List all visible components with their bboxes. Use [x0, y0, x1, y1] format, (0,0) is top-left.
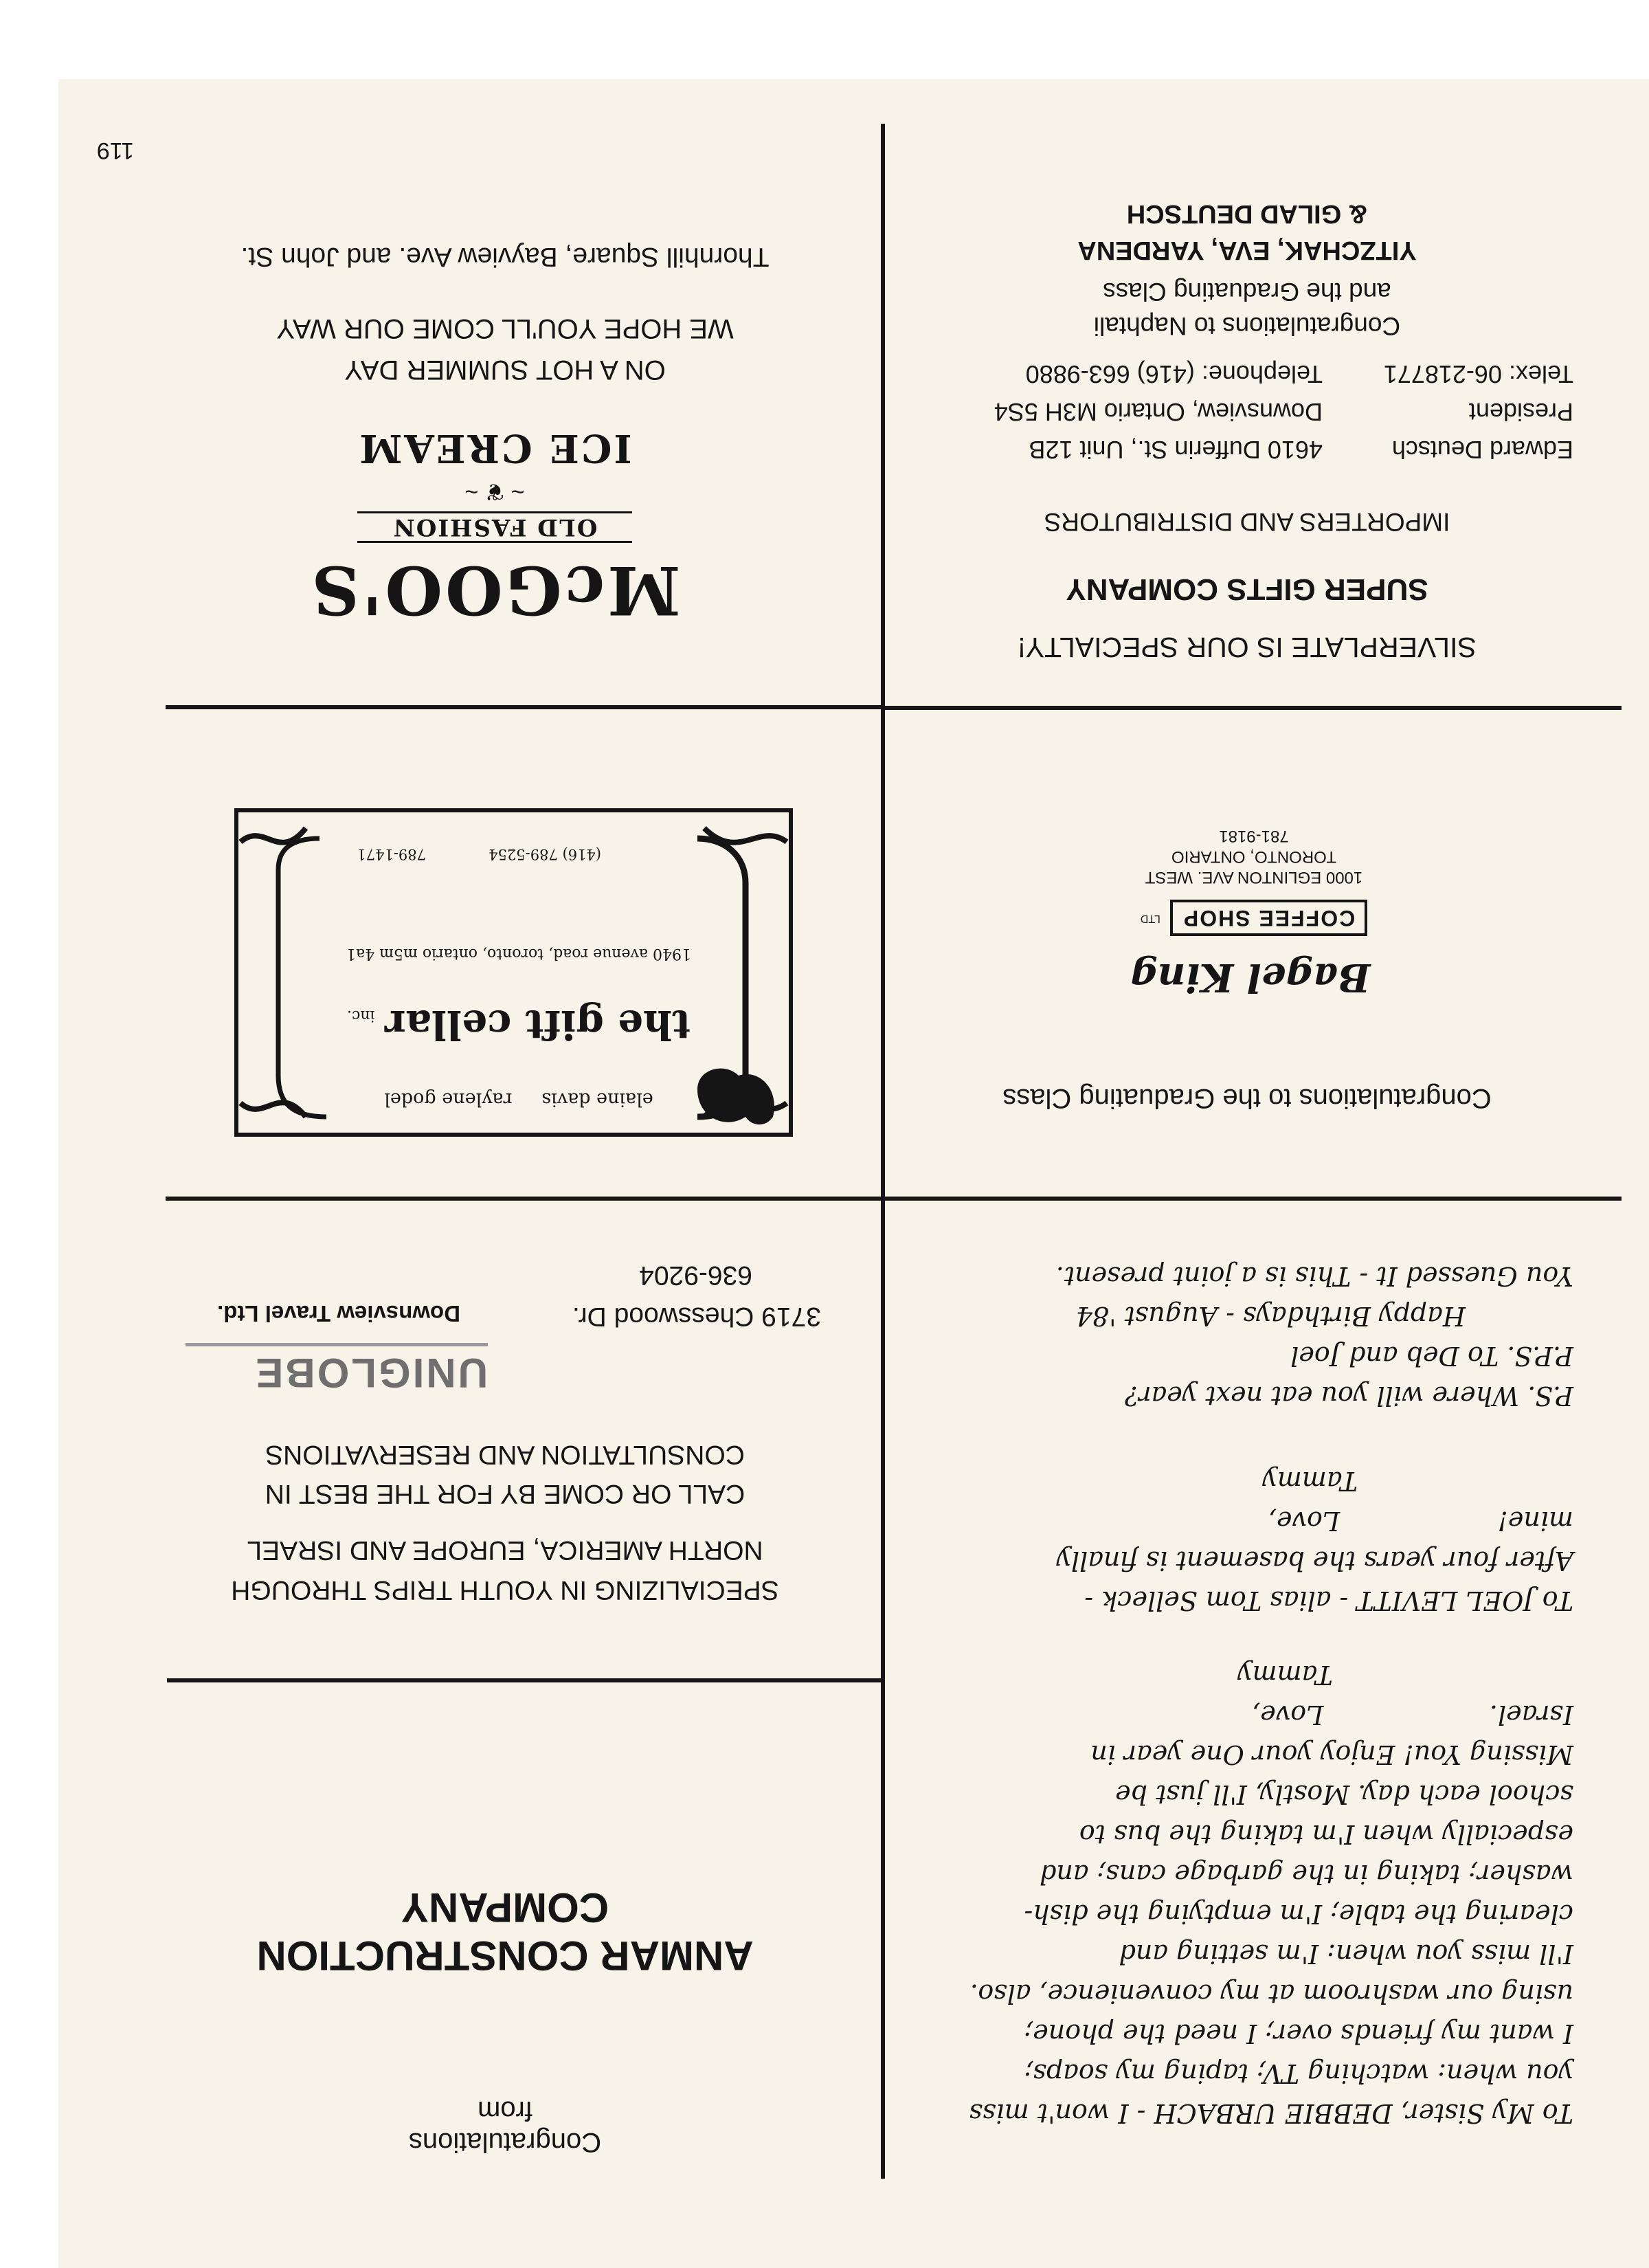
super-gifts-telex: Telex: 06-218771 [1383, 360, 1573, 388]
bagel-king-address-1: 1000 EGLINTON AVE. WEST [1145, 868, 1363, 887]
super-gifts-contact-title: President [1468, 398, 1573, 426]
mcgoos-flourish: ~ ❦ ~ [464, 478, 525, 504]
travel-line-1: SPECIALIZING IN YOUTH TRIPS THROUGH [231, 1575, 779, 1605]
travel-line-4: CONSULTATION AND RESERVATIONS [265, 1440, 745, 1469]
bagel-king-address-2: TORONTO, ONTARIO [1171, 847, 1337, 866]
gift-cellar-address: 1940 avenue road, toronto, ontario m5m 4a1 [346, 945, 691, 962]
divider-right-middle [166, 1197, 885, 1201]
gift-cellar-suffix: inc. [347, 1007, 375, 1024]
gift-cellar-names: elaine davis raylene godel [384, 1089, 653, 1110]
bagel-king-phone: 781-9181 [1219, 827, 1289, 845]
bagel-king-logo: Bagel King [1130, 955, 1371, 1000]
travel-line-3: CALL OR COME BY FOR THE BEST IN [265, 1479, 745, 1509]
super-gifts-message-2: and the Graduating Class [1103, 278, 1391, 306]
note-postscripts: P.S. Where will you eat next year? P.P.S. To Deb and Joel Happy Birthdays - August '84 You Guessed It - This is a joint present. [1055, 1261, 1573, 1411]
gift-cellar-name: the gift cellar [385, 1001, 691, 1048]
anmar-company-name: ANMAR CONSTRUCTION COMPANY [256, 1885, 754, 1979]
super-gifts-telephone: Telephone: (416) 663-9880 [1025, 360, 1323, 388]
super-gifts-address-2: Downsview, Ontario M3H 5S4 [994, 398, 1323, 426]
page-number: 119 [96, 137, 134, 164]
mcgoos-line-1: ON A HOT SUMMER DAY [344, 355, 666, 385]
mcgoos-product: ICE CREAM [357, 425, 632, 471]
super-gifts-contact-name: Edward Deutsch [1391, 436, 1573, 464]
mcgoos-logo: McGOO'S [309, 551, 681, 629]
gift-cellar-card [227, 801, 800, 1144]
super-gifts-slogan: SILVERPLATE IS OUR SPECIALTY! [1018, 632, 1477, 663]
gift-cellar-name-block [326, 1001, 711, 1048]
note-to-debbie: To My Sister, DEBBIE URBACH - I won't miss you when: watching TV; taping my soaps; I want my friends over; I need the phone; using our washroom at my convenience, also. I'll miss you when: I'm setting and clearing the table; I'm emptying the dish- washer; taking in the garbage cans; and especially when I'm taking the bus to school each day. Mostly, I'll just be Missing You! Enjoy your One year in Israel. Love, Tammy [969, 1660, 1573, 2128]
coffee-shop-label: COFFEE SHOP [1170, 900, 1367, 937]
divider-right-bottom [166, 705, 885, 709]
travel-line-2: NORTH AMERICA, EUROPE AND ISRAEL [247, 1535, 763, 1565]
travel-company: Downsview Travel Ltd. [217, 1301, 460, 1326]
gift-cellar-phone-2: 789-1471 [357, 846, 426, 863]
mcgoos-line-2: WE HOPE YOU'LL COME OUR WAY [276, 313, 734, 344]
note-to-joel: To JOEL LEVITT - alias Tom Selleck - After four years the basement is finally mine! Love, Tammy [1056, 1466, 1573, 1616]
super-gifts-family-1: YITZCHAK, EVA, YARDENA [1077, 236, 1417, 265]
coffee-shop-ltd: LTD [1140, 913, 1160, 924]
gift-cellar-phone-1: (416) 789-5254 [489, 846, 601, 863]
vertical-divider [881, 124, 885, 2179]
super-gifts-family-2: & GILAD DEUTSCH [1126, 199, 1368, 228]
divider-left-bottom [883, 706, 1622, 710]
anmar-intro: Congratulations from [408, 2095, 602, 2157]
super-gifts-tagline: IMPORTERS AND DISTRIBUTORS [1044, 508, 1450, 536]
super-gifts-address-1: 4610 Dufferin St., Unit 12B [1029, 436, 1323, 464]
bagel-king-message: Congratulations to the Graduating Class [1002, 1083, 1492, 1113]
mcgoos-banner: OLD FASHION [357, 511, 632, 543]
travel-phone: 636-9204 [639, 1260, 752, 1290]
divider-right-top [167, 1678, 885, 1682]
super-gifts-message-1: Congratulations to Naphtali [1093, 312, 1401, 340]
coffee-shop-sign [1117, 898, 1391, 938]
mcgoos-location: Thornhill Square, Bayview Ave. and John St. [240, 242, 770, 271]
travel-address: 3719 Chesswood Dr. [572, 1302, 821, 1331]
uniglobe-logo: UNIGLOBE [186, 1343, 488, 1399]
divider-left-middle [883, 1197, 1622, 1201]
super-gifts-name: SUPER GIFTS COMPANY [1066, 572, 1428, 606]
